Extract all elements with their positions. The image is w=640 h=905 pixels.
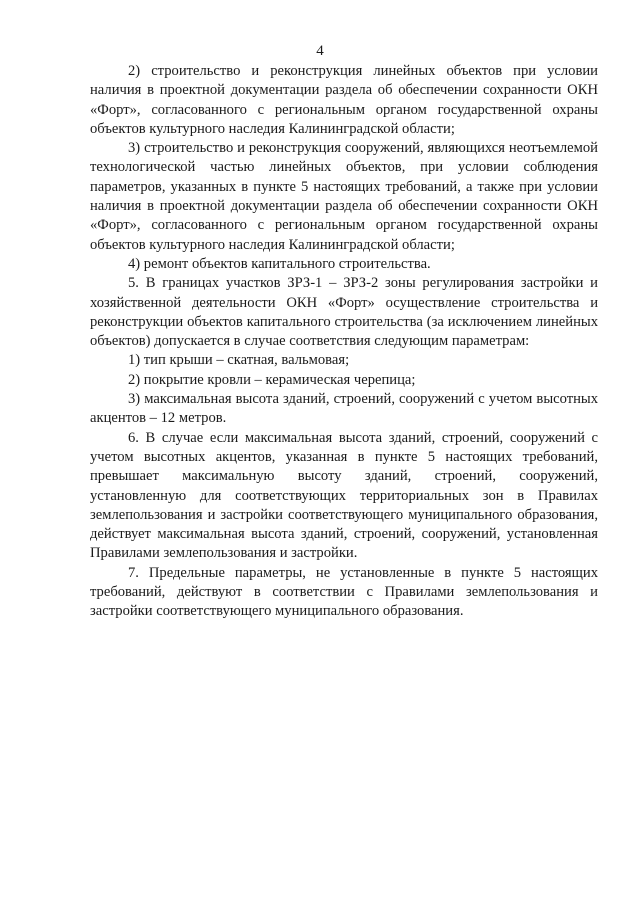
paragraph-item-2-linear-objects: 2) строительство и реконструкция линейных объектов при условии наличия в проектной документации раздела об обеспечении сохранности ОКН «Форт», согласованного с региональным органом государственной охраны объектов культурного наследия Калининградской области; — [90, 63, 598, 137]
paragraph-clause-5-max-height: 3) максимальная высота зданий, строений, сооружений с учетом высотных акцентов – 12 метров. — [90, 391, 598, 427]
paragraph-clause-5-roof-covering: 2) покрытие кровли – керамическая черепица; — [128, 371, 416, 388]
paragraph-item-4-repair: 4) ремонт объектов капитального строительства. — [128, 255, 431, 272]
paragraph-clause-5: 5. В границах участков ЗРЗ-1 – ЗРЗ-2 зоны регулирования застройки и хозяйственной деятельности ОКН «Форт» осуществление строительства и реконструкции объектов капитального строительства (за исключением линейных объектов) допускается в случае соответствия следующим параметрам: — [90, 275, 598, 350]
document-body — [90, 62, 598, 622]
paragraph-clause-6: 6. В случае если максимальная высота зданий, строений, сооружений с учетом высотных акцентов, указанная в пункте 5 настоящих требований, превышает максимальную высоту зданий, строений, сооружений, установленную для соответствующих территориальных зон в Правилах землепользования и застройки соответствующего муниципального образования, действует максимальная высота зданий, строений, сооружений, установленная Правилами землепользования и застройки. — [90, 429, 598, 562]
paragraph-clause-5-roof-type: 1) тип крыши – скатная, вальмовая; — [128, 352, 350, 369]
page-number: 4 — [316, 43, 324, 59]
paragraph-item-3-structures: 3) строительство и реконструкция сооружений, являющихся неотъемлемой технологической частью линейных объектов, при условии соблюдения параметров, указанных в пункте 5 настоящих требований, а также при условии наличия в проектной документации раздела об обеспечении сохранности ОКН «Форт», согласованного с региональным органом государственной охраны объектов культурного наследия Калининградской области; — [90, 140, 598, 253]
paragraph-clause-7: 7. Предельные параметры, не установленные в пункте 5 настоящих требований, действуют в соответствии с Правилами землепользования и застройки соответствующего муниципального образования. — [90, 564, 598, 620]
